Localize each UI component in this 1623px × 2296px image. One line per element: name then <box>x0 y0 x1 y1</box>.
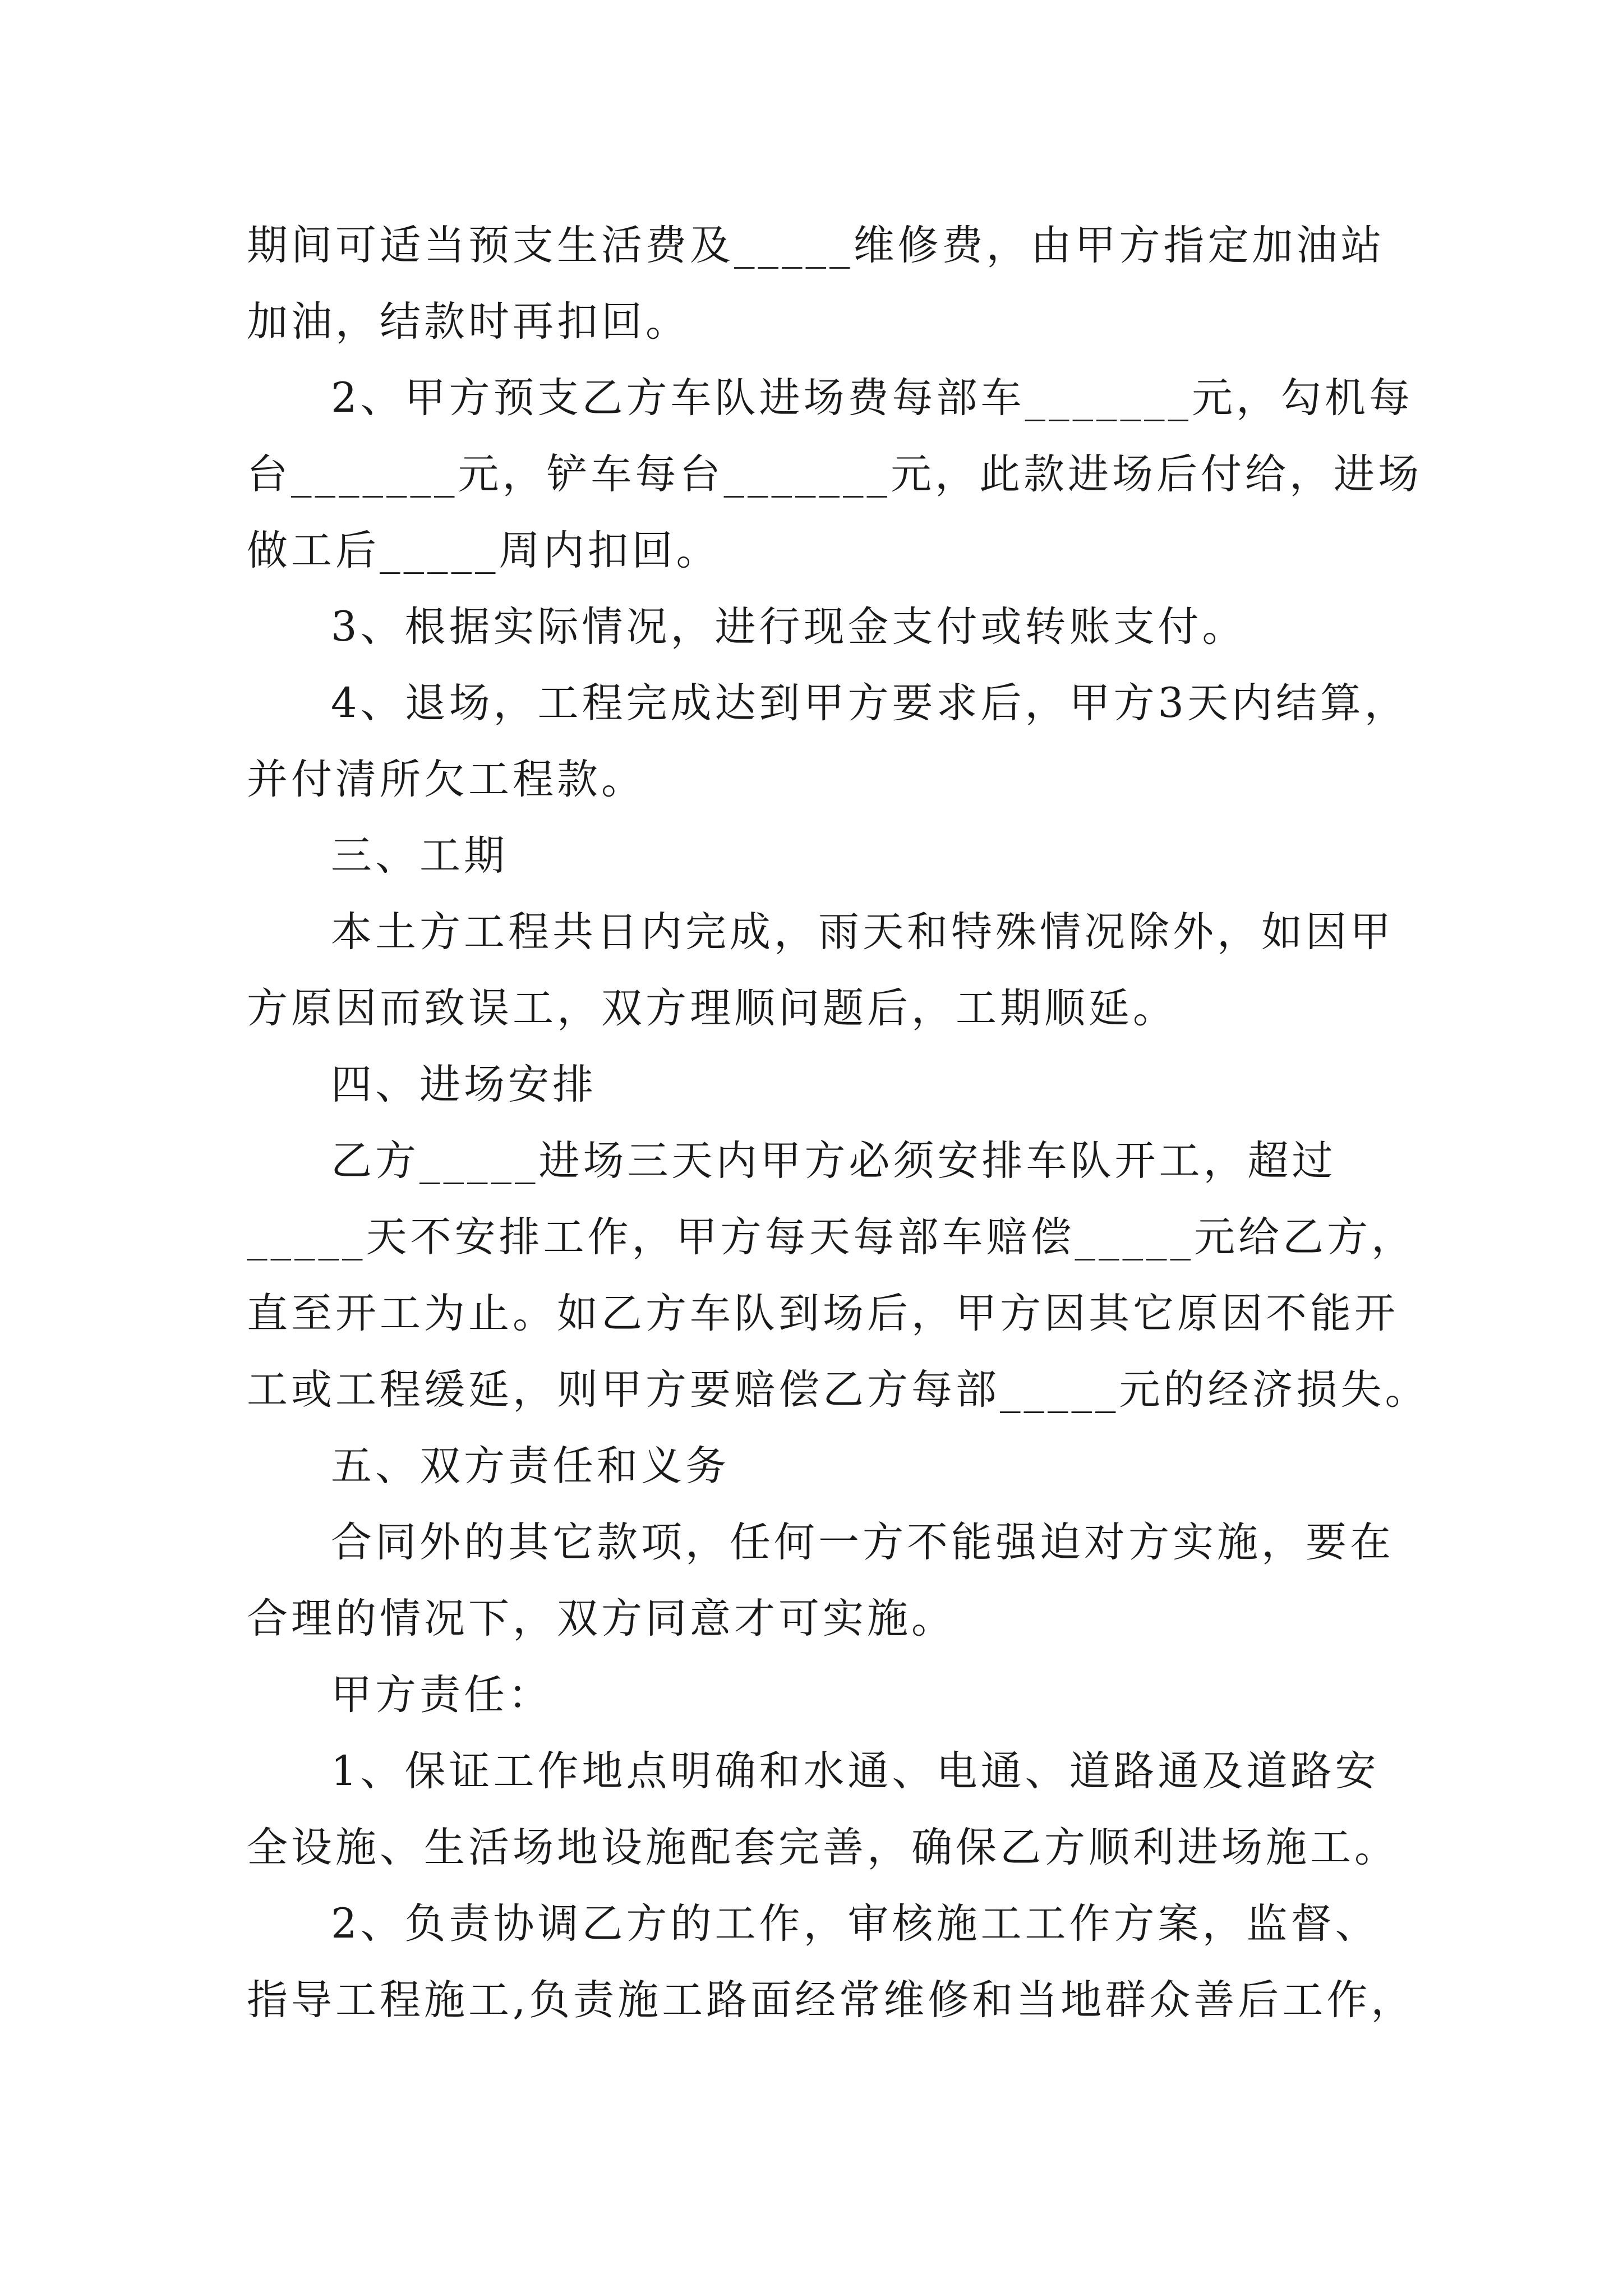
section-heading: 三、工期 <box>331 832 508 880</box>
section-heading: 四、进场安排 <box>331 1061 597 1108</box>
body-line: 乙方_____进场三天内甲方必须安排车队开工，超过 <box>331 1137 1336 1185</box>
body-line: 直至开工为止。如乙方车队到场后，甲方因其它原因不能开 <box>247 1290 1399 1337</box>
body-line: 指导工程施工,负责施工路面经常维修和当地群众善后工作， <box>247 1976 1415 2024</box>
body-line: 并付清所欠工程款。 <box>247 756 645 803</box>
body-line: 全设施、生活场地设施配套完善，确保乙方顺利进场施工。 <box>247 1824 1399 1871</box>
subsection-heading: 甲方责任： <box>331 1671 552 1719</box>
body-line: 方原因而致误工，双方理顺问题后，工期顺延。 <box>247 984 1177 1032</box>
body-line: 2、甲方预支乙方车队进场费每部车_______元，勾机每 <box>331 374 1413 422</box>
body-line: 合同外的其它款项，任何一方不能强迫对方实施，要在 <box>331 1519 1394 1566</box>
section-heading: 五、双方责任和义务 <box>331 1442 730 1490</box>
body-line: 4、退场，工程完成达到甲方要求后，甲方3天内结算， <box>331 679 1409 727</box>
body-line: 加油，结款时再扣回。 <box>247 298 690 346</box>
body-line: 做工后_____周内扣回。 <box>247 527 721 574</box>
document-body <box>247 208 1430 2039</box>
body-line: 工或工程缓延，则甲方要赔偿乙方每部_____元的经济损失。 <box>247 1366 1430 1414</box>
body-line: 期间可适当预支生活费及_____维修费，由甲方指定加油站 <box>247 222 1385 269</box>
body-line: 3、根据实际情况，进行现金支付或转账支付。 <box>331 603 1247 651</box>
body-line: 本土方工程共日内完成，雨天和特殊情况除外，如因甲 <box>331 908 1394 956</box>
body-line: 合理的情况下，双方同意才可实施。 <box>247 1595 956 1642</box>
body-line: 台_______元，铲车每台_______元，此款进场后付给，进场 <box>247 450 1422 498</box>
body-line: _____天不安排工作，甲方每天每部车赔偿_____元给乙方， <box>247 1213 1415 1261</box>
body-line: 2、负责协调乙方的工作，审核施工工作方案，监督、 <box>331 1900 1380 1948</box>
body-line: 1、保证工作地点明确和水通、电通、道路通及道路安 <box>331 1747 1380 1795</box>
